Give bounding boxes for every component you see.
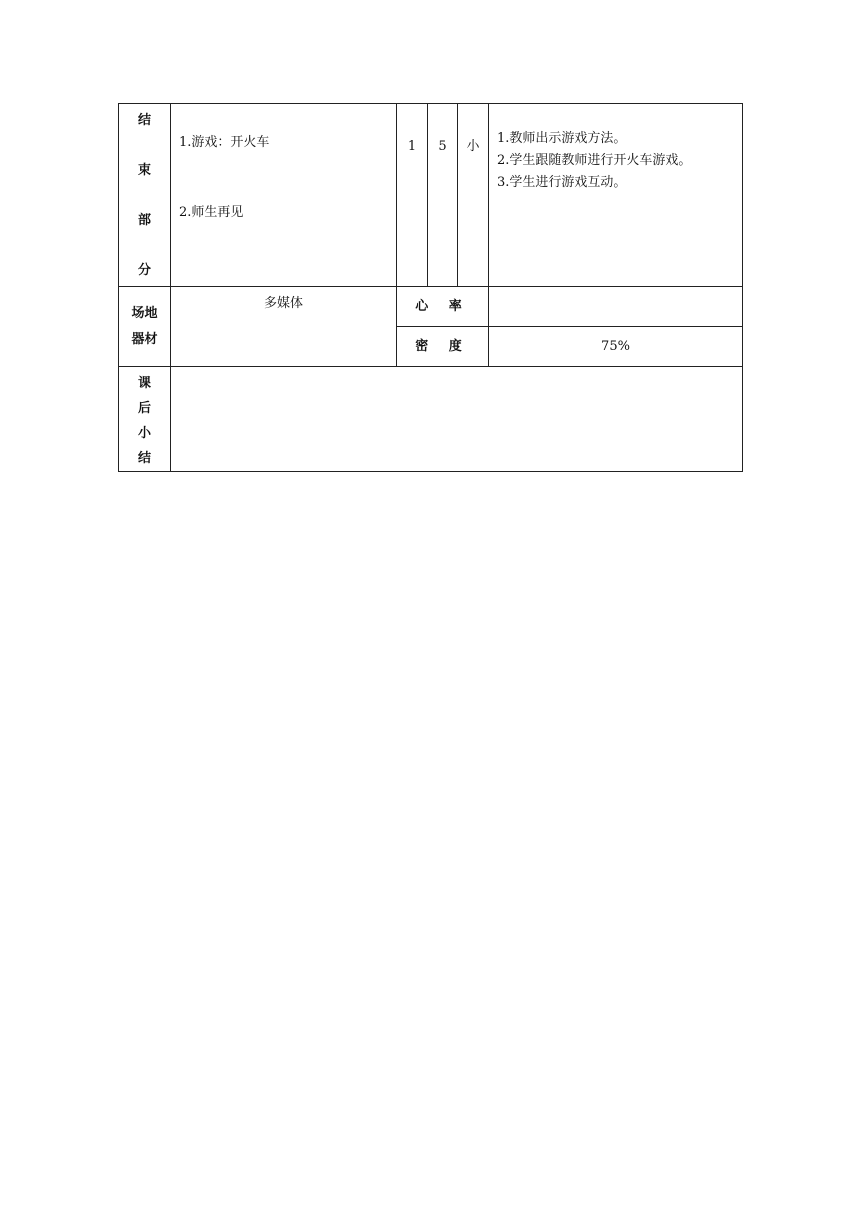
heart-rate-label: 心 率 [397, 287, 489, 327]
activity-item-goodbye: 2.师生再见 [179, 205, 244, 220]
label-char: 结 [137, 113, 151, 128]
label-char: 束 [137, 163, 151, 178]
lesson-plan-table [118, 103, 743, 472]
step-item: 1.教师出示游戏方法。 [497, 131, 627, 146]
label-char: 结 [137, 451, 151, 466]
ending-section-row [119, 104, 743, 287]
venue-row-top [119, 287, 743, 327]
count-cell: 1 [397, 104, 428, 287]
label-char: 小 [137, 426, 151, 441]
density-value: 75% [489, 327, 743, 367]
ending-content-cell [171, 104, 397, 287]
intensity-cell: 小 [458, 104, 489, 287]
minutes-cell: 5 [428, 104, 458, 287]
after-class-summary-label [119, 367, 171, 472]
label-char: 部 [137, 213, 151, 228]
label-char: 课 [137, 376, 151, 391]
label-char: 后 [137, 401, 151, 416]
ending-section-label [119, 104, 171, 287]
step-item: 3.学生进行游戏互动。 [497, 175, 627, 190]
density-label: 密 度 [397, 327, 489, 367]
organization-steps-cell [489, 104, 743, 287]
equipment-label-line: 器材 [131, 331, 158, 347]
label-char: 分 [137, 263, 151, 278]
activity-item-game: 1.游戏：开火车 [179, 135, 270, 150]
summary-row [119, 367, 743, 472]
venue-label-line: 场地 [131, 305, 158, 321]
heart-rate-value [489, 287, 743, 327]
venue-equipment-value: 多媒体 [171, 287, 397, 367]
step-item: 2.学生跟随教师进行开火车游戏。 [497, 153, 692, 168]
venue-equipment-label [119, 287, 171, 367]
after-class-summary-content [171, 367, 743, 472]
